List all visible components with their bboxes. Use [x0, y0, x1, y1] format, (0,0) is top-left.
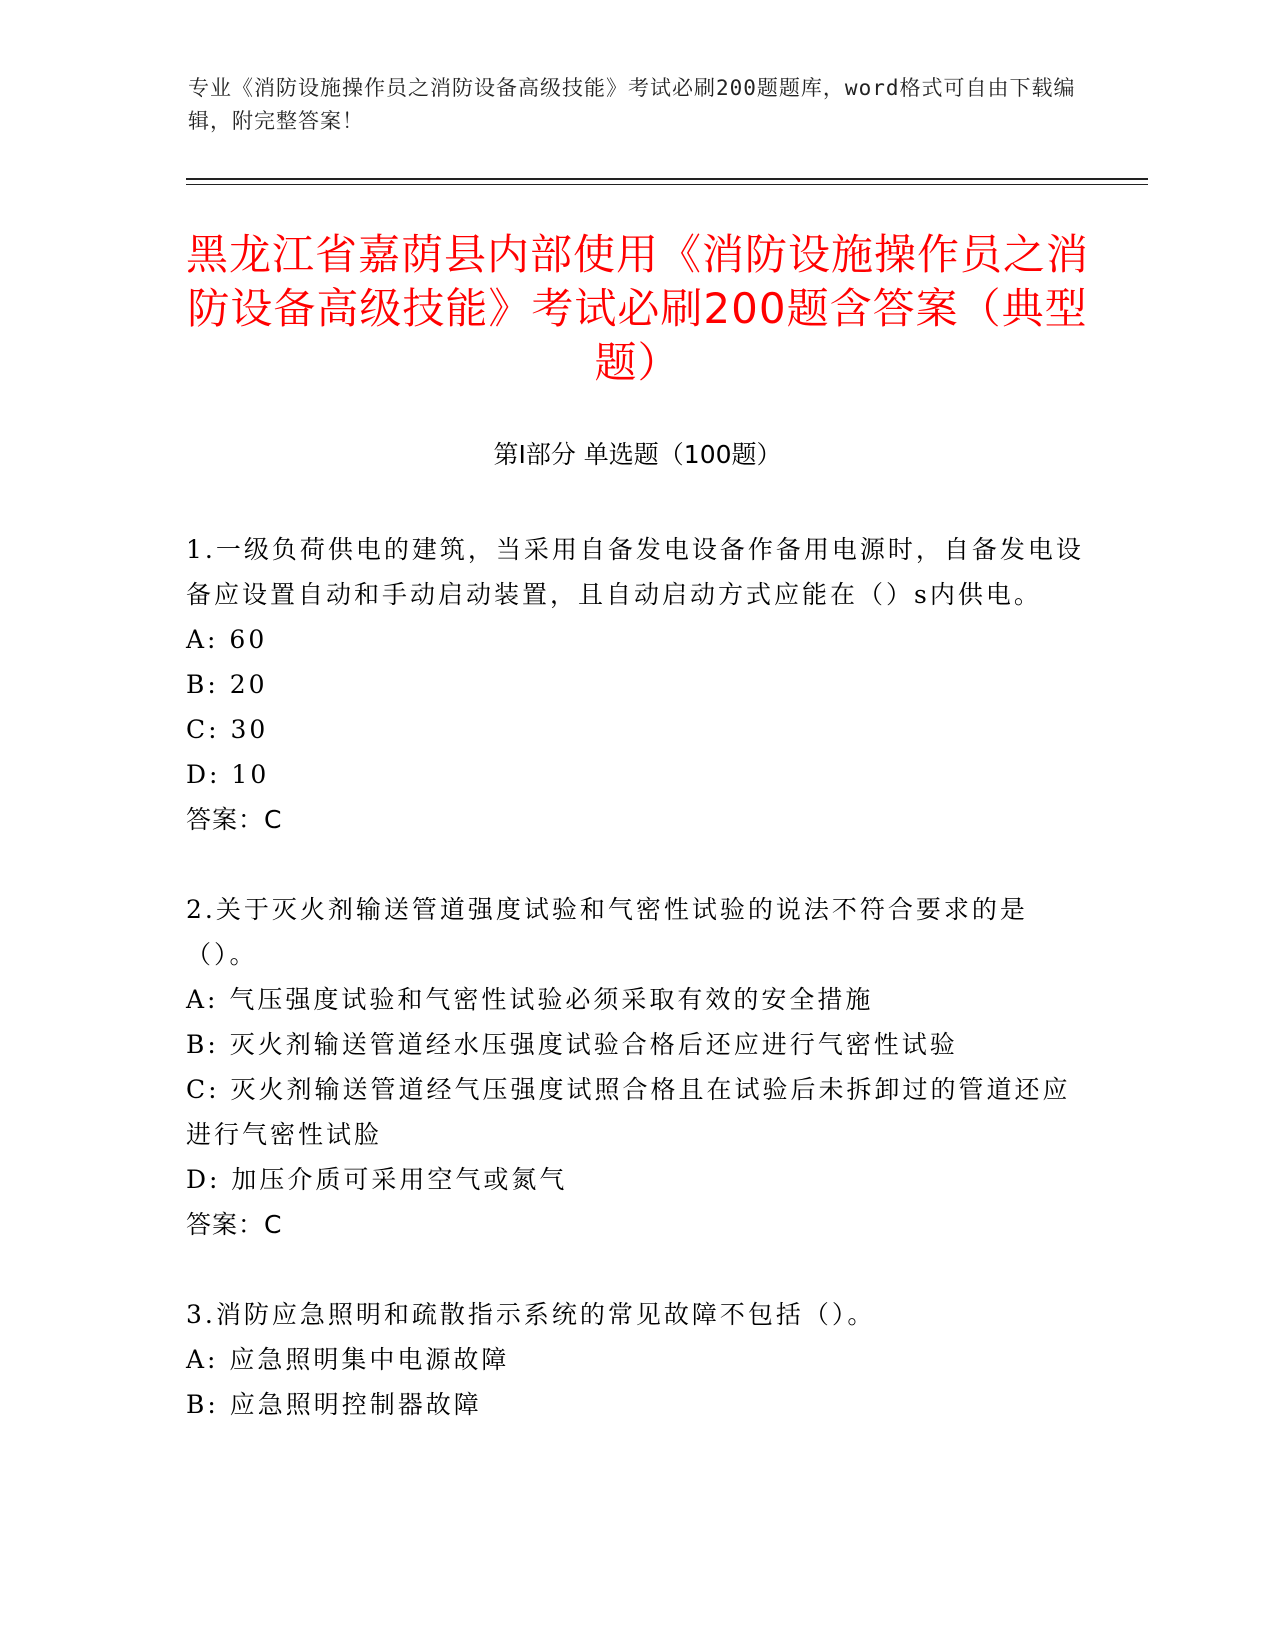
question-option-a: A: 60: [186, 625, 268, 654]
question-option-b: B: 应急照明控制器故障: [186, 1390, 482, 1419]
question-option-c: C: 30: [186, 715, 269, 744]
document-title: 黑龙江省嘉荫县内部使用《消防设施操作员之消防设备高级技能》考试必刷200题含答案（典型题）: [185, 230, 1089, 387]
question-1: [186, 527, 1091, 842]
question-stem: 3.消防应急照明和疏散指示系统的常见故障不包括（）。: [186, 1300, 876, 1329]
question-option-b: B: 20: [186, 670, 268, 699]
header-divider-thick: [186, 178, 1148, 180]
question-stem: 1.一级负荷供电的建筑，当采用自备发电设备作备用电源时，自备发电设备应设置自动和手动启动装置，且自动启动方式应能在（）s内供电。: [186, 535, 1084, 609]
section-title: 第Ⅰ部分 单选题（100题）: [493, 440, 782, 469]
question-option-a: A: 气压强度试验和气密性试验必须采取有效的安全措施: [186, 985, 874, 1014]
question-option-d: D: 10: [186, 760, 270, 789]
header-note: 专业《消防设施操作员之消防设备高级技能》考试必刷200题题库，word格式可自由下载编辑，附完整答案！: [188, 76, 1076, 133]
question-3: [186, 1292, 1091, 1427]
header-divider-thin: [186, 184, 1148, 185]
question-list: [186, 527, 1091, 1472]
question-option-c: C: 灭火剂输送管道经气压强度试照合格且在试验后未拆卸过的管道还应进行气密性试脸: [186, 1075, 1071, 1149]
question-answer: 答案：C: [186, 805, 283, 834]
question-answer: 答案：C: [186, 1210, 283, 1239]
question-option-d: D: 加压介质可采用空气或氮气: [186, 1165, 568, 1194]
question-2: [186, 887, 1091, 1247]
question-stem: 2.关于灭火剂输送管道强度试验和气密性试验的说法不符合要求的是（）。: [186, 895, 1028, 969]
question-option-a: A: 应急照明集中电源故障: [186, 1345, 510, 1374]
question-option-b: B: 灭火剂输送管道经水压强度试验合格后还应进行气密性试验: [186, 1030, 958, 1059]
